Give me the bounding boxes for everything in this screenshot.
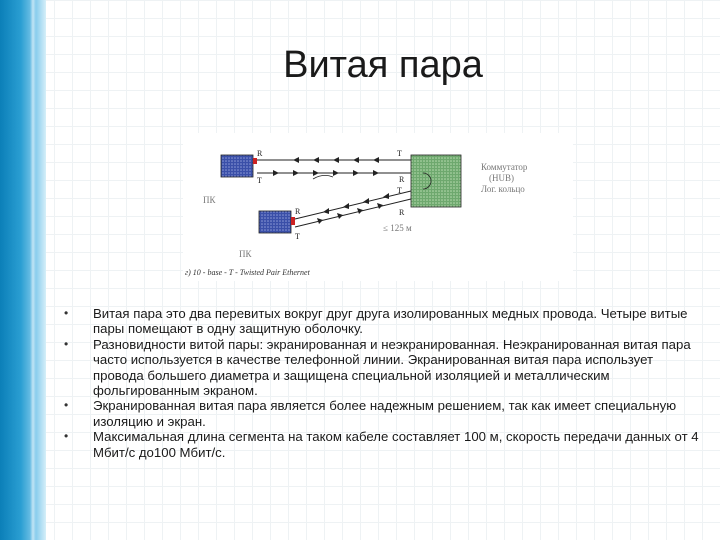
label-hub-line2: (HUB): [489, 173, 514, 183]
label-t4: T: [397, 186, 402, 195]
figure-caption: г) 10 - base - T - Twisted Pair Ethernet: [185, 268, 310, 277]
slide-title: Витая пара: [283, 44, 483, 86]
label-pc1: ПК: [203, 195, 216, 205]
label-t3: T: [295, 232, 300, 241]
hub-block: [411, 155, 461, 207]
pc2-connector: [291, 217, 295, 225]
pc1-block: [221, 155, 253, 177]
label-r1: R: [257, 149, 263, 158]
bullet-marker: •: [64, 429, 69, 444]
label-pc2: ПК: [239, 249, 252, 259]
label-hub-line3: Лог. кольцо: [481, 184, 525, 194]
bullet-item: [60, 306, 700, 337]
bullet-item: [60, 398, 700, 429]
label-t1: T: [257, 176, 262, 185]
bullet-text: Разновидности витой пары: экранированная и неэкранированная. Неэкранированная витая пара часто используется в качестве телефонной линии. Экранированная витая пара использует провода большего диаметра и защищена специальной изоляцией и металлическим фольгированным экраном.: [93, 336, 691, 399]
bullet-text: Экранированная витая пара является более надежным решением, так как имеет специальную изоляцию и экран.: [93, 398, 677, 429]
bullet-list: [60, 306, 700, 460]
pc2-block: [259, 211, 291, 233]
bullet-marker: •: [64, 306, 69, 320]
bullet-item: [60, 429, 700, 460]
decorative-left-band: [0, 0, 46, 540]
label-r4: R: [399, 208, 405, 217]
bullet-marker: •: [64, 398, 69, 413]
bullet-text: Витая пара это два перевитых вокруг друг друга изолированных медных провода. Четыре витые пары помещают в одну защитную оболочку.: [93, 306, 688, 337]
pc1-connector: [253, 158, 257, 164]
twisted-pair-diagram: [183, 133, 573, 281]
label-r2: R: [399, 175, 405, 184]
bullet-marker: •: [64, 336, 69, 351]
label-distance: ≤ 125 м: [383, 223, 412, 233]
bullet-item: [60, 337, 700, 399]
bullet-text: Максимальная длина сегмента на таком кабеле составляет 100 м, скорость передачи данных от 4 Мбит/с до100 Мбит/с.: [93, 429, 699, 460]
label-hub-line1: Коммутатор: [481, 162, 528, 172]
label-r3: R: [295, 207, 301, 216]
label-t2: T: [397, 149, 402, 158]
